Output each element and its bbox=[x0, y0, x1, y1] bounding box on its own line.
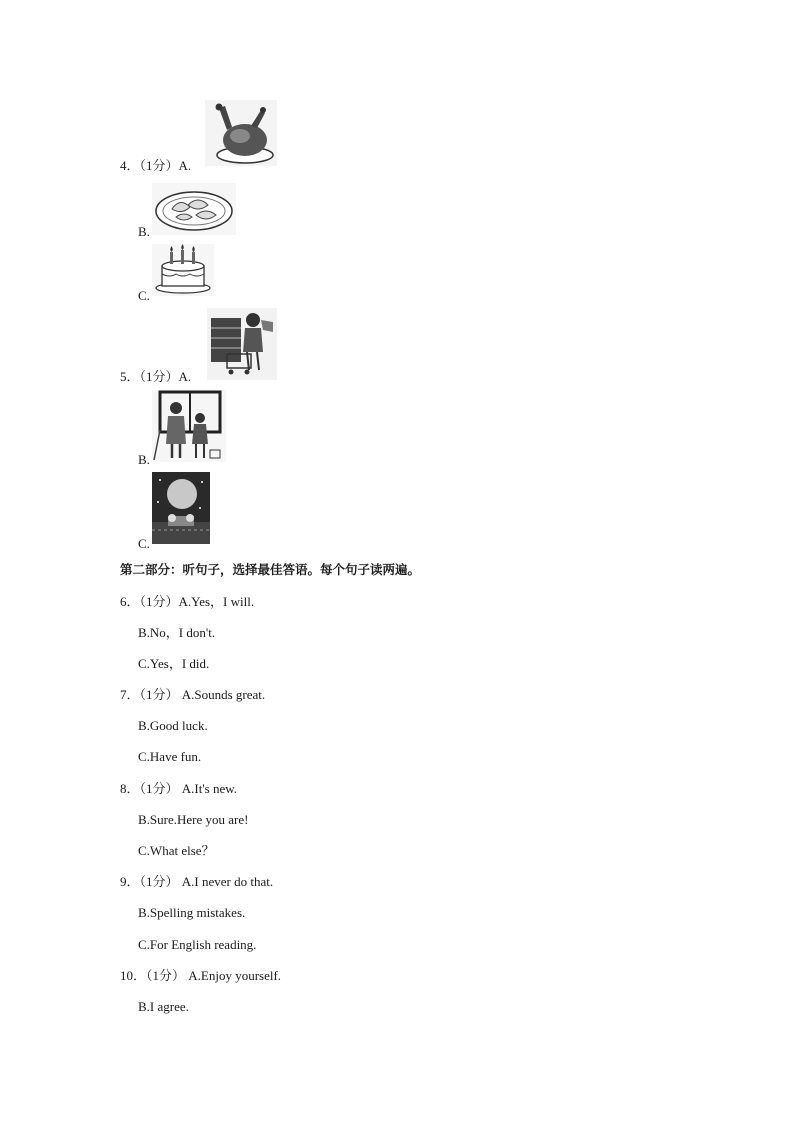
q4-option-a-label: 4．（1分）A. bbox=[120, 158, 192, 173]
dumplings-plate-icon bbox=[152, 183, 236, 235]
q6-option-c: C.Yes，I did. bbox=[138, 656, 210, 671]
part2-heading: 第二部分：听句子，选择最佳答语。每个句子读两遍。 bbox=[120, 562, 421, 577]
moon-night-icon bbox=[152, 472, 210, 544]
q6-option-a: 6．（1分）A.Yes，I will. bbox=[120, 594, 255, 609]
q10-option-b: B.I agree. bbox=[138, 999, 189, 1014]
shopping-cart-icon bbox=[207, 308, 277, 380]
q5-option-b-label: B. bbox=[138, 452, 150, 467]
q5-option-a-label: 5．（1分）A. bbox=[120, 369, 192, 384]
q9-option-c: C.For English reading. bbox=[138, 937, 257, 952]
q7-option-a: 7．（1分） A.Sounds great. bbox=[120, 687, 266, 702]
q6-option-b: B.No，I don't. bbox=[138, 625, 216, 640]
q8-option-c: C.What else？ bbox=[138, 843, 215, 858]
q8-option-b: B.Sure.Here you are! bbox=[138, 812, 249, 827]
q4-option-b-label: B. bbox=[138, 224, 150, 239]
q7-option-b: B.Good luck. bbox=[138, 718, 208, 733]
roast-chicken-icon bbox=[205, 100, 277, 166]
birthday-cake-icon bbox=[152, 244, 214, 296]
q4-option-c-label: C. bbox=[138, 288, 150, 303]
q9-option-a: 9．（1分） A.I never do that. bbox=[120, 874, 274, 889]
q5-option-c-label: C. bbox=[138, 536, 150, 551]
q10-option-a: 10．（1分） A.Enjoy yourself. bbox=[120, 968, 282, 983]
q8-option-a: 8．（1分） A.It's new. bbox=[120, 781, 238, 796]
cleaning-window-icon bbox=[152, 390, 226, 462]
q9-option-b: B.Spelling mistakes. bbox=[138, 905, 246, 920]
q7-option-c: C.Have fun. bbox=[138, 749, 202, 764]
